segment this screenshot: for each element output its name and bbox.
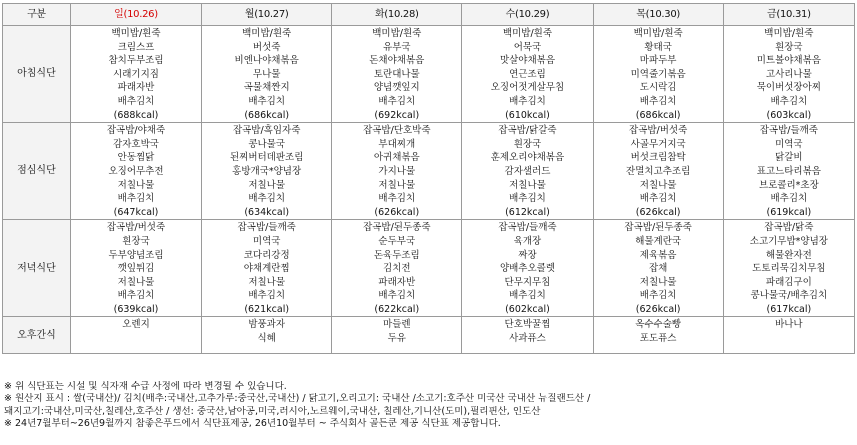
menu-item: 파래자반 xyxy=(117,82,155,94)
menu-item: 배추김치 xyxy=(509,290,546,302)
menu-item: 오징어무추전 xyxy=(108,165,164,177)
menu-cell xyxy=(462,123,593,220)
day-header-mon: 월(10.27) xyxy=(202,4,332,26)
menu-item: 부대찌개 xyxy=(378,138,416,150)
menu-cell xyxy=(462,220,593,317)
menu-item: 오징어젓게살무침 xyxy=(490,82,565,94)
menu-item: 비엔나야채볶음 xyxy=(234,55,299,67)
row-lunch xyxy=(3,123,855,220)
menu-item: 배추김치 xyxy=(117,290,155,302)
menu-item: 가지나물 xyxy=(378,165,416,177)
menu-item: 잡곡밥/버섯죽 xyxy=(629,125,688,137)
menu-item: 흰장국 xyxy=(122,235,150,247)
menu-item: 감자샐러드 xyxy=(504,165,551,177)
menu-cell xyxy=(462,26,593,123)
menu-item: 백미밥/흰죽 xyxy=(633,28,683,39)
menu-item: 된찌버터데판조림 xyxy=(229,152,304,164)
menu-item: (617kcal) xyxy=(766,303,812,315)
menu-cell xyxy=(332,26,462,123)
menu-cell xyxy=(332,123,462,220)
menu-item: 코다리강정 xyxy=(243,249,290,261)
menu-cell xyxy=(593,220,723,317)
row-dinner xyxy=(3,220,855,317)
menu-item: 도시락김 xyxy=(639,82,677,94)
menu-item: (639kcal) xyxy=(113,303,159,315)
header-row xyxy=(3,4,855,26)
menu-cell xyxy=(593,317,723,354)
menu-item: 순두부국 xyxy=(378,235,416,247)
corner-label: 구분 xyxy=(3,4,71,26)
menu-cell xyxy=(70,123,201,220)
meal-plan-body xyxy=(3,26,855,354)
menu-item: 저칠나물 xyxy=(117,179,155,191)
menu-item: 육개장 xyxy=(513,235,542,247)
menu-item: 배추김치 xyxy=(378,290,416,302)
menu-item: 백미밥/흰죽 xyxy=(111,28,161,39)
menu-item: 잡곡밥/들깨죽 xyxy=(498,222,557,234)
menu-item: 표고느타리볶음 xyxy=(756,165,821,177)
menu-item: 배추김치 xyxy=(117,95,155,107)
menu-cell xyxy=(202,123,332,220)
menu-cell xyxy=(332,220,462,317)
note-origin-cont: 돼지고기:국내산,미국산,칠레산,호주산 / 생선: 중국산,남아공,미국,러시아,노르웨이,국내산, 칠레산,기니산(도미),필리핀산, 인도산 xyxy=(4,405,541,417)
menu-item: 닭갈비 xyxy=(775,152,803,164)
menu-item: (692kcal) xyxy=(374,109,420,121)
menu-item: 잡곡밥/된두종죽 xyxy=(624,222,692,234)
menu-cell xyxy=(202,317,332,354)
menu-item: 잡곡밥/단호박죽 xyxy=(363,125,431,137)
menu-item: 도토리묵김치무침 xyxy=(752,263,826,275)
menu-item: (686kcal) xyxy=(244,109,290,121)
menu-item: 흰장국 xyxy=(513,138,542,150)
menu-item: 잡곡밥/닭죽 xyxy=(764,222,814,234)
menu-cell xyxy=(70,26,201,123)
menu-item: 버섯죽 xyxy=(252,41,281,53)
menu-item: 시래기지짐 xyxy=(113,68,159,80)
menu-item: 배추김치 xyxy=(248,95,286,107)
row-label-dinner: 저녁식단 xyxy=(3,220,71,317)
menu-item: 배추김치 xyxy=(770,193,808,205)
menu-item: 백미밥/흰죽 xyxy=(372,28,422,39)
menu-item: 사과퓨스 xyxy=(509,333,546,345)
menu-item: 저칠나물 xyxy=(509,179,546,191)
menu-item: 배추김치 xyxy=(509,95,546,107)
menu-item: 감자호박국 xyxy=(113,138,159,150)
menu-item: 배추김치 xyxy=(248,290,286,302)
menu-item: 잡곡밥/버섯죽 xyxy=(106,222,166,234)
menu-item: 옥수수술빵 xyxy=(635,319,682,331)
menu-item: 잡채 xyxy=(648,263,668,275)
menu-item: 저칠나물 xyxy=(248,179,286,191)
menu-cell xyxy=(70,317,201,354)
menu-item: 잡곡밥/흑임자죽 xyxy=(232,125,301,137)
menu-item: 홍방개국*양념장 xyxy=(232,165,302,177)
menu-item: (626kcal) xyxy=(374,206,420,218)
menu-item: 야채계란찜 xyxy=(243,263,290,275)
menu-item: 연근조림 xyxy=(509,68,546,80)
day-header-wed: 수(10.29) xyxy=(462,4,593,26)
menu-item: (626kcal) xyxy=(635,303,681,315)
menu-item: 배추김치 xyxy=(770,95,808,107)
menu-item: 참치두부조림 xyxy=(108,55,164,67)
menu-item: 미역국 xyxy=(775,138,803,150)
menu-item: 잡곡밥/들깨죽 xyxy=(237,222,296,234)
row-breakfast xyxy=(3,26,855,123)
menu-item: 김치전 xyxy=(383,263,411,275)
day-header-fri: 금(10.31) xyxy=(723,4,854,26)
menu-item: 해물계란국 xyxy=(635,235,682,247)
menu-item: 미역국 xyxy=(252,235,281,247)
menu-item: 잡곡밥/닭갈죽 xyxy=(498,125,557,137)
menu-item: 제육볶음 xyxy=(639,249,677,261)
menu-item: 돈채야채볶음 xyxy=(369,55,425,67)
note-origin: ※ 원산지 표시 : 쌀(국내산)/ 김치(배추:국내산,고추가루:중국산,국내산) / 닭고기,오리고기: 국내산 /소고기:호주산 미국산 국내산 뉴질랜드산 / xyxy=(4,393,591,405)
menu-item: 훈제오리야채볶음 xyxy=(490,152,565,164)
menu-item: 어묵국 xyxy=(513,41,542,53)
menu-item: 배추김치 xyxy=(639,95,677,107)
notes-section xyxy=(4,381,854,431)
menu-item: 흰장국 xyxy=(775,41,803,53)
menu-item: 잡곡밥/된두종죽 xyxy=(363,222,431,234)
day-header-tue: 화(10.28) xyxy=(332,4,462,26)
menu-item: 곡물채짠지 xyxy=(243,82,290,94)
menu-item: (610kcal) xyxy=(505,109,550,121)
menu-item: 저칠나물 xyxy=(117,276,155,288)
note-change: ※ 위 식단표는 시설 및 식자재 수급 사정에 따라 변경될 수 있습니다. xyxy=(4,381,287,392)
menu-item: 토란대나물 xyxy=(373,68,420,80)
menu-item: 콩나물국/배추김치 xyxy=(750,290,828,302)
menu-item: 황태국 xyxy=(644,41,672,53)
menu-item: 단호박꿀찜 xyxy=(504,319,551,331)
menu-item: 잡곡밥/들깨죽 xyxy=(759,125,818,137)
menu-item: 아귀채볶음 xyxy=(373,152,420,164)
menu-cell xyxy=(70,220,201,317)
menu-item: (612kcal) xyxy=(505,206,550,218)
menu-item: 오렌지 xyxy=(122,319,150,331)
menu-item: (647kcal) xyxy=(113,206,159,218)
menu-item: (688kcal) xyxy=(113,109,159,121)
menu-item: 바나나 xyxy=(775,319,803,331)
menu-item: 배추김치 xyxy=(117,193,155,205)
row-label-snack: 오후간식 xyxy=(3,317,71,354)
menu-item: 미역줄기볶음 xyxy=(630,68,686,80)
menu-item: 백미밥/흰죽 xyxy=(242,28,292,39)
menu-item: (686kcal) xyxy=(635,109,681,121)
menu-item: 묵이버섯장아찌 xyxy=(756,82,821,94)
menu-item: (622kcal) xyxy=(374,303,420,315)
day-header-sun: 일(10.26) xyxy=(70,4,201,26)
menu-item: 유부국 xyxy=(383,41,411,53)
menu-item: 해물완자전 xyxy=(765,249,812,261)
menu-item: 버섯크림참탁 xyxy=(630,152,686,164)
menu-cell xyxy=(593,26,723,123)
row-label-lunch: 점심식단 xyxy=(3,123,71,220)
menu-item: 깻잎튀김 xyxy=(117,263,155,275)
menu-item: 짜장 xyxy=(518,249,537,261)
menu-item: 두부양념조림 xyxy=(108,249,164,261)
menu-cell xyxy=(723,26,854,123)
menu-cell xyxy=(593,123,723,220)
menu-item: 크림스프 xyxy=(117,41,155,53)
menu-item: 배추김치 xyxy=(248,193,286,205)
menu-item: 잡곡밥/야채죽 xyxy=(106,125,166,137)
menu-item: 저칠나물 xyxy=(639,276,677,288)
menu-item: 배추김치 xyxy=(378,193,416,205)
menu-item: 백미밥/흰죽 xyxy=(502,28,553,39)
menu-item: 양배추오콜렛 xyxy=(499,263,555,275)
menu-item: 사골무거지국 xyxy=(630,138,686,150)
menu-item: 배추김치 xyxy=(509,193,546,205)
menu-item: 단무지무침 xyxy=(504,276,551,288)
menu-item: 저칠나물 xyxy=(639,179,677,191)
menu-cell xyxy=(723,220,854,317)
row-snack xyxy=(3,317,855,354)
menu-item: (634kcal) xyxy=(244,206,290,218)
menu-item: 배추김치 xyxy=(378,95,416,107)
menu-item: 돈육두조림 xyxy=(373,249,420,261)
menu-item: 밤풍과자 xyxy=(248,319,286,331)
menu-item: 브로콜리*초장 xyxy=(758,179,819,191)
menu-item: (619kcal) xyxy=(766,206,812,218)
menu-cell xyxy=(723,317,854,354)
menu-item: 안동찜닭 xyxy=(117,152,155,164)
menu-item: 잔멸치고추조림 xyxy=(626,165,691,177)
menu-item: 배추김치 xyxy=(639,290,677,302)
menu-item: 배추김치 xyxy=(639,193,677,205)
menu-item: 파래자반 xyxy=(378,276,416,288)
menu-item: 파래김구이 xyxy=(765,276,812,288)
menu-item: 식혜 xyxy=(257,333,276,345)
menu-item: (621kcal) xyxy=(244,303,290,315)
menu-cell xyxy=(202,220,332,317)
menu-item: 마파두부 xyxy=(639,55,677,67)
menu-item: 마들렌 xyxy=(383,319,411,331)
menu-cell xyxy=(332,317,462,354)
menu-cell xyxy=(723,123,854,220)
row-label-breakfast: 아침식단 xyxy=(3,26,71,123)
menu-item: 양념깻잎지 xyxy=(373,82,420,94)
day-header-thu: 목(10.30) xyxy=(593,4,723,26)
menu-item: 소고기무밥*양념장 xyxy=(749,235,828,247)
menu-item: 두유 xyxy=(387,333,406,345)
menu-item: 미트볼야채볶음 xyxy=(756,55,821,67)
menu-item: 무나물 xyxy=(252,68,281,80)
menu-item: 백미밥/흰죽 xyxy=(764,28,814,39)
menu-cell xyxy=(202,26,332,123)
menu-item: (602kcal) xyxy=(505,303,550,315)
menu-item: 고사리나물 xyxy=(765,68,812,80)
menu-item: 콩나물국 xyxy=(248,138,286,150)
menu-item: (603kcal) xyxy=(766,109,812,121)
menu-item: 저칠나물 xyxy=(378,179,416,191)
menu-item: (626kcal) xyxy=(635,206,681,218)
menu-item: 저칠나물 xyxy=(248,276,286,288)
menu-item: 포도퓨스 xyxy=(639,333,677,345)
note-provider: ※ 24년7월부터~26년9월까지 참좋은푸드에서 식단표제공, 26년10월부터 ~ 주식회사 골든쿤 제공 식단표 제공합니다. xyxy=(4,418,501,430)
menu-cell xyxy=(462,317,593,354)
menu-item: 맛살야채볶음 xyxy=(499,55,555,67)
meal-plan-table xyxy=(2,3,855,354)
